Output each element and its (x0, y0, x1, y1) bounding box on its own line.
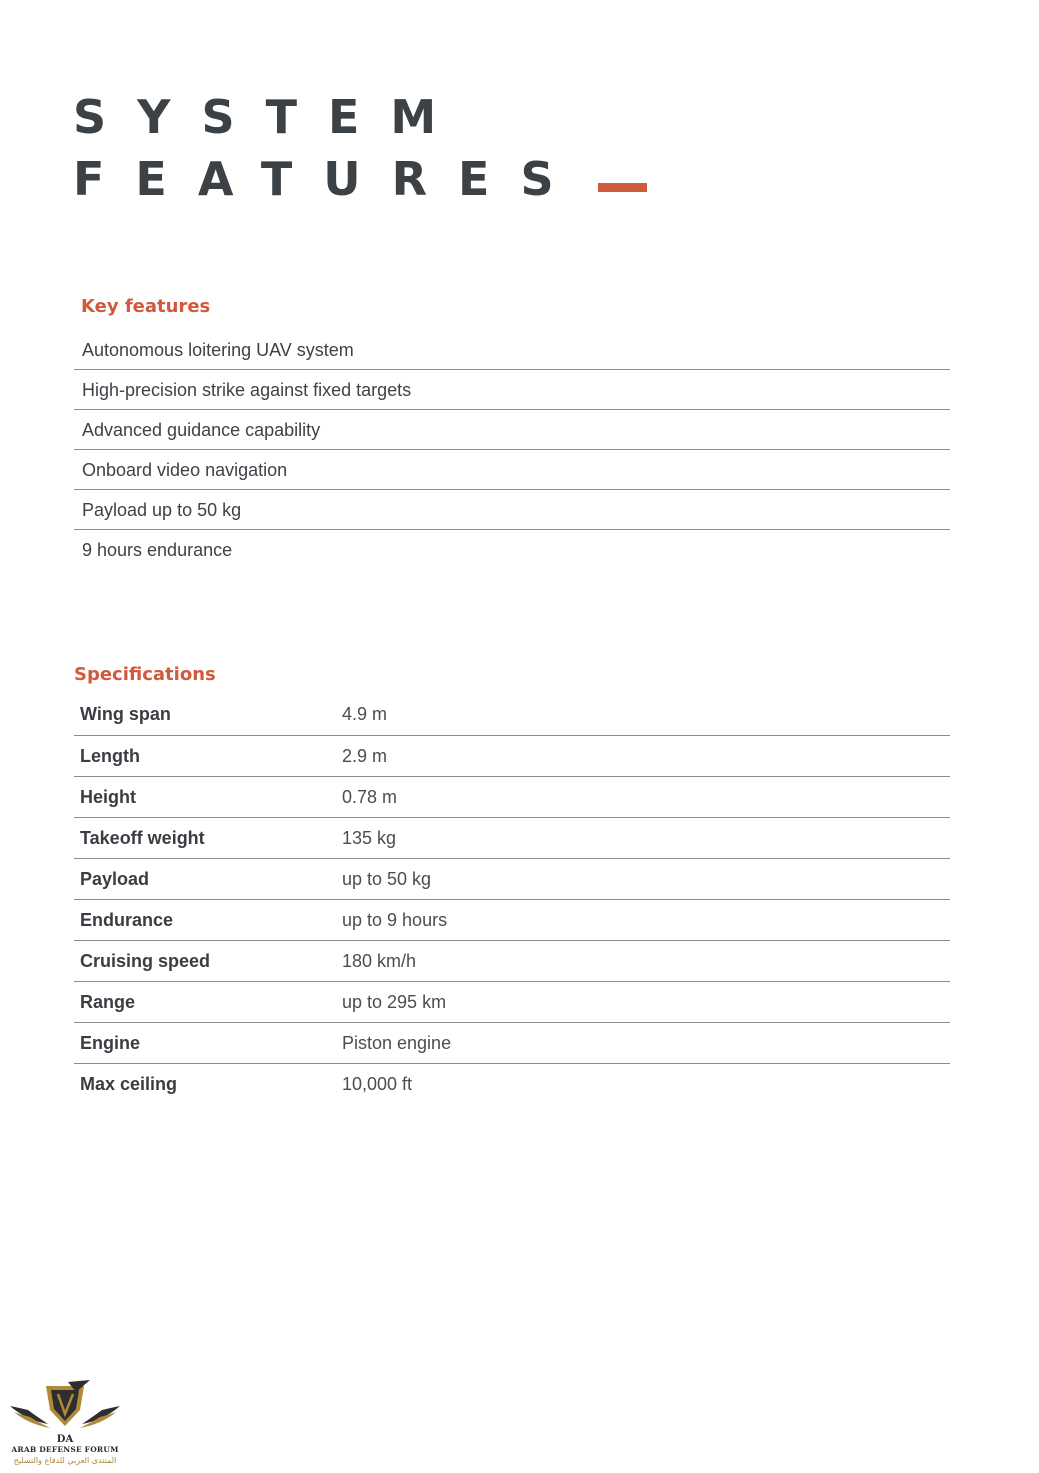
spec-row (74, 817, 950, 858)
spec-row (74, 899, 950, 940)
spec-label: Range (74, 981, 342, 1022)
spec-row (74, 735, 950, 776)
spec-row (74, 1022, 950, 1063)
feature-item: Autonomous loitering UAV system (74, 330, 950, 370)
spec-row (74, 981, 950, 1022)
spec-value: 2.9 m (342, 735, 950, 776)
spec-label: Wing span (80, 704, 171, 725)
spec-value: Piston engine (342, 1022, 950, 1063)
forum-emblem-icon (6, 1380, 124, 1444)
spec-value: 10,000 ft (342, 1063, 950, 1104)
spec-label: Engine (74, 1022, 342, 1063)
spec-row (74, 776, 950, 817)
spec-value: 180 km/h (342, 940, 950, 981)
spec-label: Height (74, 776, 342, 817)
title-accent-bar (598, 183, 647, 192)
logo-name-en: ARAB DEFENSE FORUM (11, 1445, 119, 1454)
spec-label: Payload (74, 858, 342, 899)
feature-item: Advanced guidance capability (74, 410, 950, 450)
logo-monogram: DA (56, 1434, 74, 1444)
key-features-list (74, 330, 950, 569)
spec-row (74, 858, 950, 899)
spec-value: 4.9 m (342, 704, 388, 725)
spec-value: 135 kg (342, 817, 950, 858)
spec-row (74, 940, 950, 981)
specifications-table (74, 694, 950, 1104)
spec-row (74, 694, 950, 735)
spec-value: up to 295 km (342, 981, 950, 1022)
page-title (73, 86, 585, 210)
feature-item: 9 hours endurance (82, 540, 233, 560)
feature-item: High-precision strike against fixed targets (74, 370, 950, 410)
spec-value: 0.78 m (342, 776, 950, 817)
spec-label: Max ceiling (74, 1063, 342, 1104)
spec-label: Cruising speed (74, 940, 342, 981)
feature-item: Payload up to 50 kg (74, 490, 950, 530)
page-title-line-2: FEATURES (73, 152, 585, 206)
spec-value: up to 9 hours (342, 899, 950, 940)
spec-label: Takeoff weight (74, 817, 342, 858)
spec-value: up to 50 kg (342, 858, 950, 899)
feature-item: Onboard video navigation (74, 450, 950, 490)
spec-row (74, 1063, 950, 1104)
arab-defense-forum-logo (6, 1380, 124, 1470)
spec-label: Endurance (74, 899, 342, 940)
specifications-heading: Specifications (74, 664, 216, 685)
logo-name-ar: المنتدى العربي للدفاع والتسليح (13, 1456, 117, 1465)
page-title-line-1: SYSTEM (73, 90, 468, 144)
spec-label: Length (74, 735, 342, 776)
key-features-heading: Key features (81, 296, 211, 317)
